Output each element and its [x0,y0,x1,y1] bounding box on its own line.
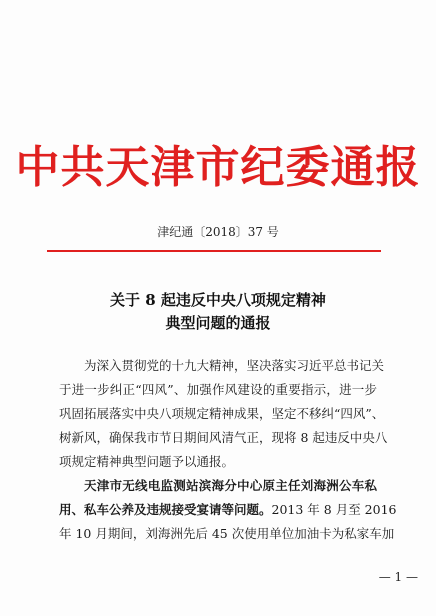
case1-body-line-2: 2013 年 8 月至 2016 [271,502,397,517]
case1-heading-line-2: 用、私车公养及违规接受宴请等问题。 [59,502,272,517]
intro-line-1: 为深入贯彻党的十九大精神，坚决落实习近平总书记关 [84,358,385,373]
page-number: — 1 — [378,570,418,584]
masthead-title: 中共天津市纪委通报 [15,142,421,193]
notice-title-line-1: 关于 8 起违反中央八项规定精神 [110,291,326,309]
case1-body-line-3: 年 10 月期间，刘海洲先后 45 次使用单位加油卡为私家车加 [59,526,395,541]
red-divider [47,250,381,252]
case1-heading-line-1: 天津市无线电监测站滨海分中心原主任刘海洲公车私 [84,478,377,493]
intro-line-5: 项规定精神典型问题予以通报。 [59,454,235,469]
document-number: 津纪通〔2018〕37 号 [157,225,279,239]
case1-line-2 [59,498,397,522]
intro-line-2: 于进一步纠正“四风”、加强作风建设的重要指示，进一步 [59,382,377,397]
intro-line-4: 树新风，确保我市节日期间风清气正，现将 8 起违反中央八 [59,430,388,445]
notice-title-line-2: 典型问题的通报 [165,314,271,332]
intro-line-3: 巩固拓展落实中央八项规定精神成果，坚定不移纠“四风”、 [59,406,385,421]
